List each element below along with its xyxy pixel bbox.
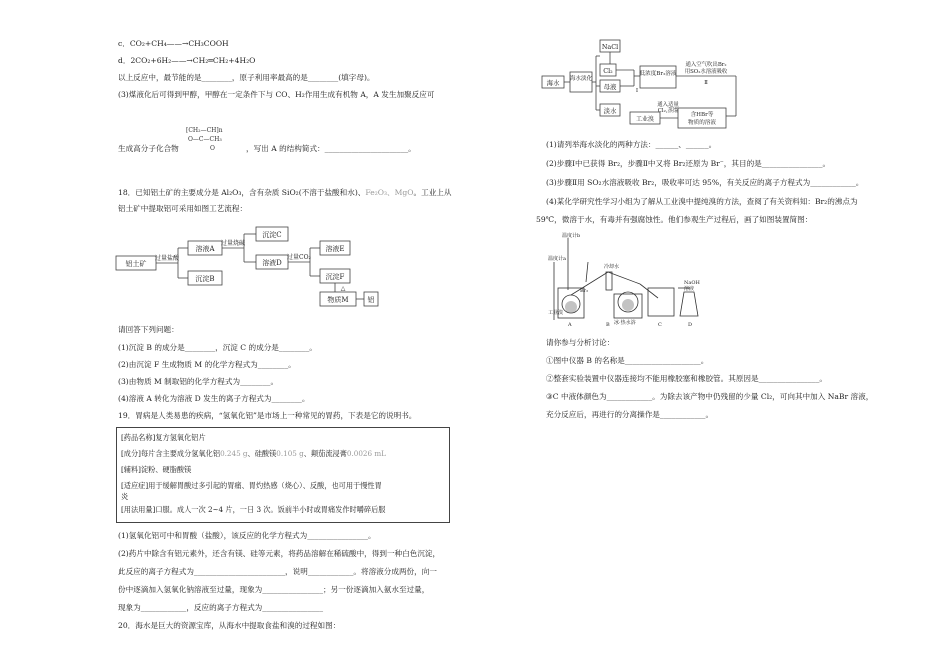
q20-part2: (2)步骤Ⅰ中已获得 Br₂，步骤Ⅱ中又将 Br₂还原为 Br⁻，其目的是________________。 xyxy=(546,159,831,168)
app-br: Br₂ xyxy=(580,288,589,294)
bf-clin1: 通入适量 xyxy=(657,102,679,108)
label-auxiliary: [辅料]淀粉、硬脂酸镁 xyxy=(121,465,192,474)
flow-ore: 铝土矿 xyxy=(125,260,147,268)
flow-subM: 物质M xyxy=(327,296,349,304)
flow-al: 铝 xyxy=(367,296,375,304)
bf-step1: Ⅰ xyxy=(635,88,639,94)
q18-ask: 请回答下列问题： xyxy=(118,325,179,334)
discussion-1: ①图中仪器 B 的名称是____________________。 xyxy=(546,356,709,365)
bf-lowbr: 低浓度Br₂溶液 xyxy=(639,71,677,77)
polymer-lead: 生成高分子化合物 xyxy=(118,144,179,153)
distillation-apparatus xyxy=(548,232,708,328)
app-ice: 冰·热水浴 xyxy=(614,320,636,326)
q18-intro-2: 铝土矿中提取铝可采用如图工艺流程： xyxy=(118,204,248,213)
polymer-tail: ，写出 A 的结构简式：______________________。 xyxy=(246,144,416,153)
bf-nacl: NaCl xyxy=(601,43,619,51)
q18-part3: (3)由物质 M 制取铝的化学方程式为________。 xyxy=(118,377,279,386)
q17-choose: 以上反应中，最节能的是________，原子利用率最高的是________(填字母)。 xyxy=(118,73,375,82)
polymer-bot: O xyxy=(210,145,215,152)
option-c: c．CO₂+CH₄——→CH₃COOH xyxy=(118,39,229,48)
q19-part1: (1)氢氧化铝可中和胃酸（盐酸），该反应的化学方程式为________________。 xyxy=(118,531,376,540)
polymer-mid: O—C—CH₃ xyxy=(188,136,222,143)
q18-part4: (4)溶液 A 转化为溶液 D 发生的离子方程式为________。 xyxy=(118,394,310,403)
q19-part2: (2)药片中除含有铝元素外，还含有镁、硅等元素，将药品溶解在稀硫酸中，得到一种白色沉淀， xyxy=(118,549,441,558)
discussion-2: ②整套实验装置中仪器连接均不能用橡胶塞和橡胶管。其原因是________________。 xyxy=(546,374,827,383)
drug-label-box xyxy=(116,427,450,523)
flow-co2: 过量CO₂ xyxy=(287,254,311,261)
label-name: [药品名称]复方氢氧化铝片 xyxy=(121,433,206,442)
label-usage: [用法用量]口服。成人一次 2~4 片，一日 3 次。饭前半小时或胃痛发作时嚼碎后服 xyxy=(121,505,386,514)
bf-hbr2: 物质的溶液 xyxy=(688,120,716,126)
q20-part4a: (4)某化学研究性学习小组为了解从工业溴中提纯溴的方法，查阅了有关资料知：Br₂的沸点为 xyxy=(546,197,858,206)
q17-part3: (3)煤液化后可得到甲醇，甲醇在一定条件下与 CO、H₂作用生成有机物 A，A 发生加聚反应可 xyxy=(118,90,435,99)
flow-solE: 溶液E xyxy=(325,245,345,253)
discussion-3b: 充分反应后，再进行的分离操作是____________。 xyxy=(546,410,714,419)
q20-part1: (1)请列举海水淡化的两种方法：______、______。 xyxy=(546,140,717,149)
option-d: d．2CO₂+6H₂——→CH₂═CH₂+4H₂O xyxy=(118,56,256,65)
label-indication-2: 炎 xyxy=(121,492,129,501)
bf-clin2: Cl₂,蒸馏 xyxy=(657,108,679,114)
q19-part2b: 此反应的离子方程式为________________________，说明____________。将溶液分成两份，向一 xyxy=(118,567,437,576)
flow-precC: 沉淀C xyxy=(262,231,282,239)
bf-fresh: 淡水 xyxy=(603,107,617,115)
q20-part3: (3)步骤Ⅱ用 SO₂水溶液吸收 Br₂，吸收率可达 95%，有关反应的离子方程式为____________。 xyxy=(546,178,864,187)
bromine-flowchart xyxy=(540,36,750,132)
bf-air2: 用SO₂水溶液吸收 xyxy=(684,69,728,75)
flow-heat: △ xyxy=(340,285,346,292)
flow-precB: 沉淀B xyxy=(195,275,215,283)
q20-part4b: 59℃，微溶于水，有毒并有强腐蚀性。他们参观生产过程后，画了如图装置简图： xyxy=(536,215,813,224)
q19-part2d: 现象为____________，反应的离子方程式为________________ xyxy=(118,603,324,612)
discussion-ask: 请你参与分析讨论： xyxy=(546,338,615,347)
label-composition: [成分]每片含主要成分氢氧化铝0.245 g、硅酸镁0.105 g、颠茄流浸膏0.0026 mL xyxy=(121,449,386,458)
bf-air1: 通入空气吹出Br₂ xyxy=(685,62,727,68)
q18-part2: (2)由沉淀 F 生成物质 M 的化学方程式为________。 xyxy=(118,360,296,369)
q18-faint-formulas: Fe₂O₃、MgO xyxy=(365,188,414,197)
bf-step2: Ⅱ xyxy=(704,80,708,86)
app-label-d: D xyxy=(688,322,693,328)
bf-indus: 工业溴 xyxy=(635,116,655,123)
app-naoh2: 溶液 xyxy=(684,286,695,292)
q18-intro: 18．已知铝土矿的主要成分是 Al₂O₃，含有杂质 SiO₂(不溶于盐酸和水)、Fe₂O₃、MgO。工业上从 xyxy=(118,188,452,197)
flow-naoh: 过量烧碱 xyxy=(220,240,246,247)
aluminium-flowchart xyxy=(110,224,380,312)
polymer-structure xyxy=(186,126,246,164)
q19-part2c: 份中逐滴加入氢氧化钠溶液至过量，现象为________________；另一份逐滴加入氨水至过量， xyxy=(118,585,430,594)
flow-precF: 沉淀F xyxy=(325,273,345,281)
app-thermo-b: 温度计b xyxy=(562,233,581,239)
flow-solD: 溶液D xyxy=(262,259,282,267)
bf-cl2: Cl₂ xyxy=(603,67,613,75)
label-indication: [适应症]用于缓解胃酸过多引起的胃痛、胃灼热感（烧心）、反酸，也可用于慢性胃 xyxy=(121,481,382,490)
app-label-c: C xyxy=(658,322,662,328)
flow-acid: 过量盐酸 xyxy=(154,255,180,262)
app-thermo-a: 温度计a xyxy=(548,256,566,262)
bf-hbr1: 含HBr等 xyxy=(690,112,714,118)
app-naoh: NaOH xyxy=(684,280,700,286)
app-cooling: 冷却水 xyxy=(604,264,620,270)
bf-mother: 母液 xyxy=(603,83,617,91)
discussion-3a: ③C 中液体颜色为____________。为除去该产物中仍残留的少量 Cl₂，可向其中加入 NaBr 溶液， xyxy=(546,392,874,401)
q20-intro: 20．海水是巨大的资源宝库，从海水中提取食盐和溴的过程如图： xyxy=(118,621,341,630)
app-label-a: A xyxy=(568,322,572,328)
q19-intro: 19．胃病是人类易患的疾病，“氢氧化铝”是市场上一种常见的胃药，下表是它的说明书。 xyxy=(118,411,417,420)
polymer-top: [CH₂—CH]n xyxy=(186,127,223,134)
app-raw: 工业溴 xyxy=(548,310,564,316)
bf-seawater: 海水 xyxy=(546,79,560,87)
bf-desal: 海水淡化 xyxy=(569,76,593,82)
app-label-b: B xyxy=(606,322,610,328)
flow-solA: 溶液A xyxy=(195,245,215,253)
q18-part1: (1)沉淀 B 的成分是________，沉淀 C 的成分是________。 xyxy=(118,343,317,352)
